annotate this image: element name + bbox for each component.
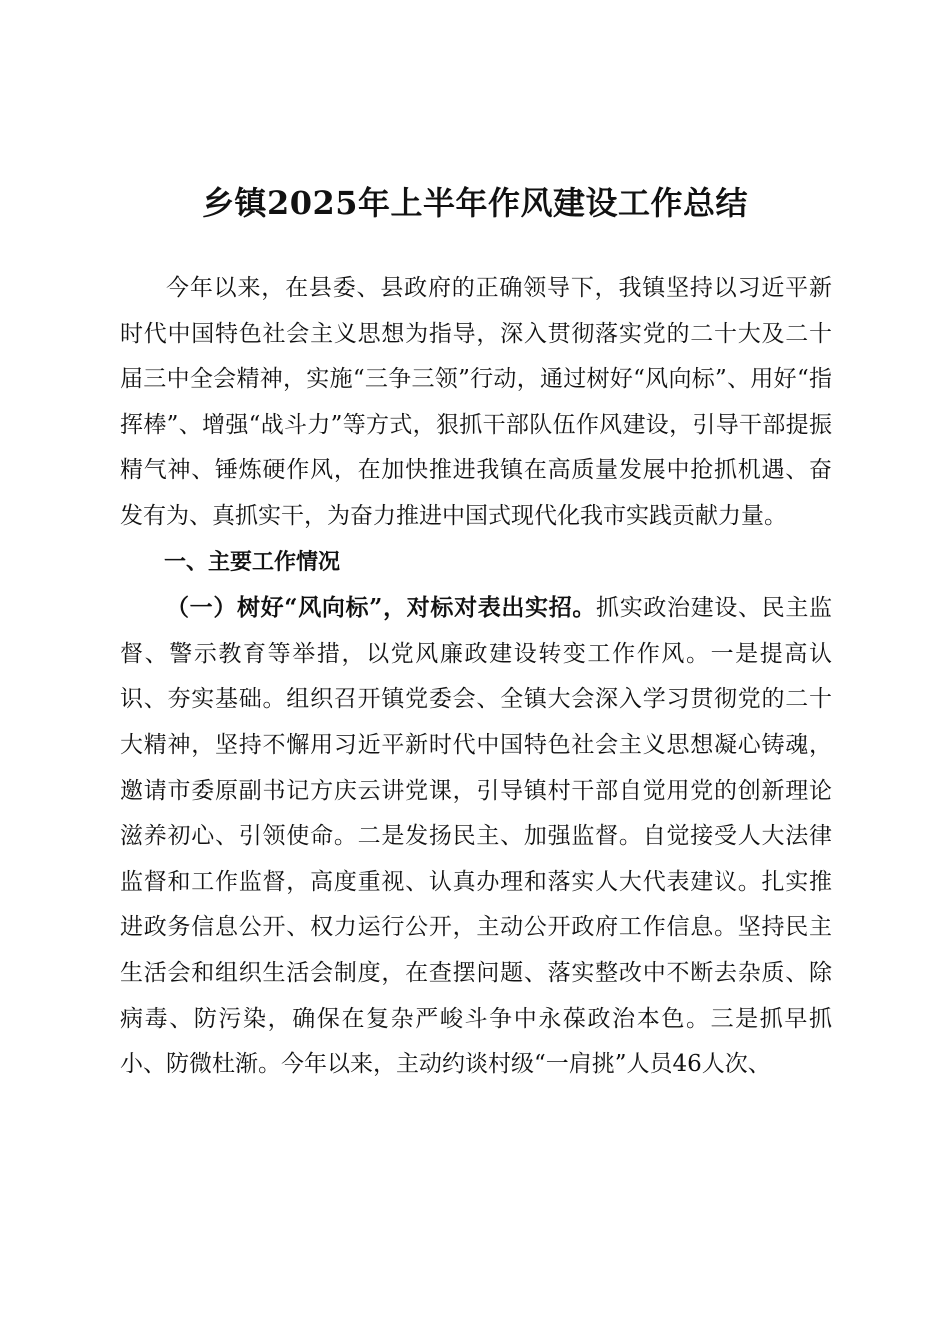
section-heading: 一、主要工作情况	[164, 549, 341, 575]
subsection-paragraph	[120, 585, 832, 1088]
document-title: 乡镇2025年上半年作风建设工作总结	[201, 184, 749, 222]
subsection-text: 抓实政治建设、民主监督、警示教育等举措，以党风廉政建设转变工作作风。一是提高认识、夯实基础。组织召开镇党委会、全镇大会深入学习贯彻党的二十大精神，坚持不懈用习近平新时代中国特色社会主义思想凝心铸魂，邀请市委原副书记方庆云讲党课，引导镇村干部自觉用党的创新理论滋养初心、引领使命。二是发扬民主、加强监督。自觉接受人大法律监督和工作监督，高度重视、认真办理和落实人大代表建议。扎实推进政务信息公开、权力运行公开，主动公开政府工作信息。坚持民主生活会和组织生活会制度，在查摆问题、落实整改中不断去杂质、除病毒、防污染，确保在复杂严峻斗争中永葆政治本色。三是抓早抓小、防微杜渐。今年以来，主动约谈村级“一肩挑”人员46人次、	[120, 595, 833, 1078]
intro-paragraph: 今年以来，在县委、县政府的正确领导下，我镇坚持以习近平新时代中国特色社会主义思想为指导，深入贯彻落实党的二十大及二十届三中全会精神，实施“三争三领”行动，通过树好“风向标”、用好“指挥棒”、增强“战斗力”等方式，狠抓干部队伍作风建设，引导干部提振精气神、锤炼硬作风，在加快推进我镇在高质量发展中抢抓机遇、奋发有为、真抓实干，为奋力推进中国式现代化我市实践贡献力量。	[120, 275, 832, 529]
subsection-lead: （一）树好“风向标”，对标对表出实招。	[166, 594, 597, 622]
document-body	[120, 266, 832, 1088]
